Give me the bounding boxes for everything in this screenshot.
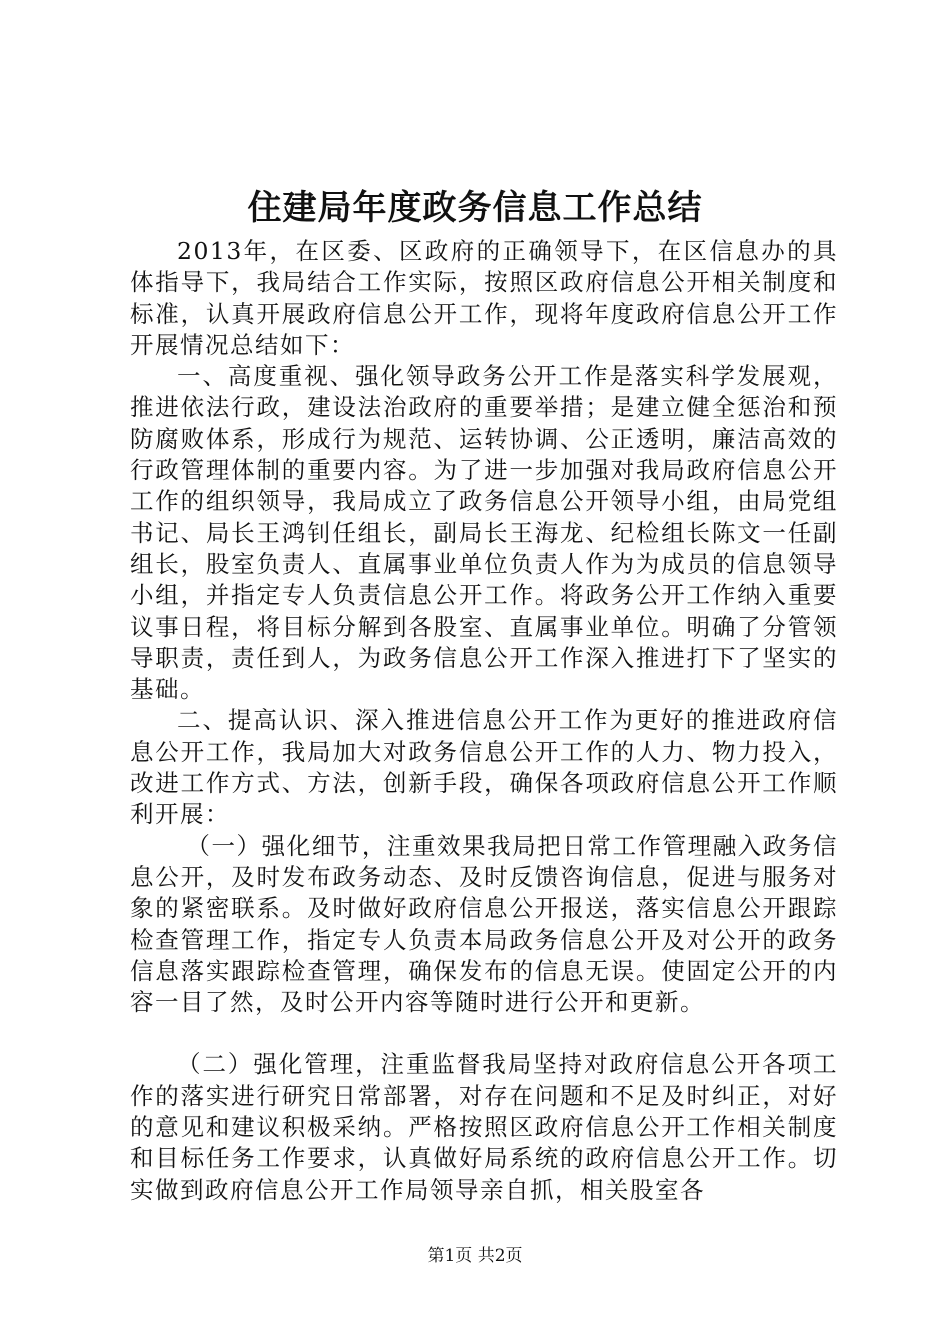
paragraph-subsection-1: （一）强化细节，注重效果我局把日常工作管理融入政务信息公开，及时发布政务动态、及时反馈咨询信息，促进与服务对象的紧密联系。及时做好政府信息公开报送，落实信息公开跟踪检查管理工作，指定专人负责本局政务信息公开及对公开的政务信息落实跟踪检查管理，确保发布的信息无误。使固定公开的内容一目了然，及时公开内容等随时进行公开和更新。 bbox=[130, 831, 838, 1017]
document-body bbox=[130, 236, 838, 1206]
paragraph-section-1: 一、高度重视、强化领导政务公开工作是落实科学发展观，推进依法行政，建设法治政府的重要举措；是建立健全惩治和预防腐败体系，形成行为规范、运转协调、公正透明，廉洁高效的行政管理体制的重要内容。为了进一步加强对我局政府信息公开工作的组织领导，我局成立了政务信息公开领导小组，由局党组书记、局长王鸿钊任组长，副局长王海龙、纪检组长陈文一任副组长，股室负责人、直属事业单位负责人作为为成员的信息领导小组，并指定专人负责信息公开工作。将政务公开工作纳入重要议事日程，将目标分解到各股室、直属事业单位。明确了分管领导职责，责任到人，为政务信息公开工作深入推进打下了坚实的基础。 bbox=[130, 362, 838, 704]
page-number-footer: 第1页 共2页 bbox=[427, 1246, 523, 1266]
paragraph-subsection-2: （二）强化管理，注重监督我局坚持对政府信息公开各项工作的落实进行研究日常部署，对存在问题和不足及时纠正，对好的意见和建议积极采纳。严格按照区政府信息公开工作相关制度和目标任务工作要求，认真做好局系统的政府信息公开工作。切实做到政府信息公开工作局领导亲自抓，相关股室各 bbox=[130, 1050, 838, 1204]
paragraph-intro: 2013年，在区委、区政府的正确领导下，在区信息办的具体指导下，我局结合工作实际，按照区政府信息公开相关制度和标准，认真开展政府信息公开工作，现将年度政府信息公开工作开展情况总结如下： bbox=[130, 237, 838, 359]
paragraph-section-2: 二、提高认识、深入推进信息公开工作为更好的推进政府信息公开工作，我局加大对政务信息公开工作的人力、物力投入，改进工作方式、方法，创新手段，确保各项政府信息公开工作顺利开展： bbox=[130, 706, 838, 829]
document-title: 住建局年度政务信息工作总结 bbox=[247, 188, 703, 228]
